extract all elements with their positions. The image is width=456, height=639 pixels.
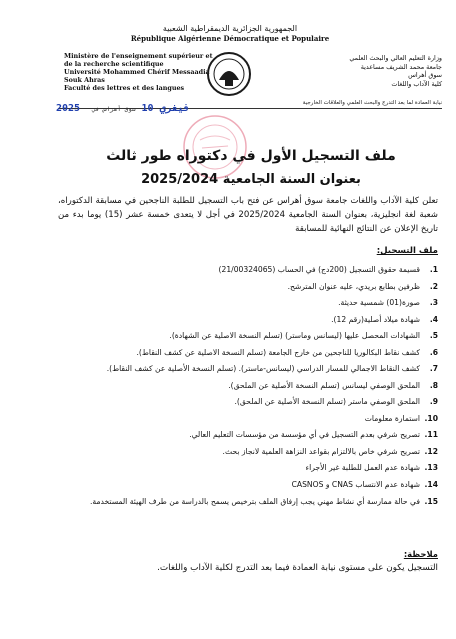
list-item bbox=[58, 460, 438, 477]
item-text: قسيمة حقوق التسجيل (200دج) في الحساب (21/00324065) bbox=[218, 265, 420, 274]
item-number: 15. bbox=[424, 497, 438, 506]
date-stamp bbox=[56, 103, 190, 114]
list-item bbox=[58, 328, 438, 345]
list-item bbox=[58, 361, 438, 378]
item-number: 12. bbox=[424, 446, 438, 456]
list-item bbox=[58, 378, 438, 395]
list-item bbox=[58, 427, 438, 444]
header-ar-line: كلية الآداب واللغات bbox=[391, 79, 442, 88]
item-number: 11. bbox=[424, 430, 438, 439]
list-item bbox=[58, 279, 438, 296]
header-fr-line: Faculté des lettres et des langues bbox=[64, 84, 185, 92]
item-number: 1. bbox=[429, 265, 438, 274]
list-item bbox=[58, 394, 438, 411]
item-number: 8. bbox=[429, 380, 438, 390]
list-item bbox=[58, 262, 438, 279]
requirements-list bbox=[58, 262, 438, 508]
item-text: الملحق الوصفي ليسانس (تسلم النسخة الأصلية عن الملحق). bbox=[228, 380, 420, 390]
note-title: ملاحظة: bbox=[403, 549, 438, 559]
intro-paragraph: تعلن كلية الآداب واللغات جامعة سوق أهراس عن فتح باب التسجيل للطلبة الناجحين في مسابقة الدكتوراه، شعبة لغة انجليزية، بعنوان السنة الجامعية 2025/2024 في أجل لا يتعدى خمسة عشر (15) يوما بدء من تاريخ الإعلان عن النتائج النهائية للمسابقة bbox=[58, 196, 438, 234]
item-number: 10. bbox=[424, 413, 438, 423]
header-ar-line: وزارة التعليم العالي والبحث العلمي bbox=[349, 54, 442, 62]
list-item bbox=[58, 345, 438, 362]
note-text: التسجيل يكون على مستوى نيابة العمادة فيما بعد التدرج لكلية الآداب واللغات. bbox=[157, 563, 438, 573]
list-item bbox=[58, 411, 438, 428]
university-logo bbox=[205, 50, 253, 98]
header-arabic-block bbox=[272, 54, 442, 88]
header-fr-line: Souk Ahras bbox=[64, 76, 105, 84]
academic-year-title: بعنوان السنة الجامعية 2025/2024 bbox=[141, 172, 361, 187]
item-number: 13. bbox=[424, 463, 438, 472]
deanery-line: نيابة العمادة لما بعد التدرج والبحث العلمي والعلاقات الخارجية bbox=[302, 100, 442, 106]
page-title: ملف التسجيل الأول في دكتوراه طور ثالث bbox=[106, 148, 396, 164]
item-text: استمارة معلومات bbox=[364, 413, 420, 423]
section-title: ملف التسجيل: bbox=[376, 246, 438, 256]
item-number: 3. bbox=[429, 298, 438, 307]
item-text: كشف نقاط البكالوريا للناجحين من خارج الجامعة (تسلم النسخة الاصلية عن كشف النقاط). bbox=[136, 347, 420, 357]
item-text: تصريح شرفي بعدم التسجيل في أي مؤسسة من مؤسسات التعليم العالي. bbox=[189, 430, 420, 439]
item-text: كشف النقاط الاجمالي للمسار الدراسي (ليسانس-ماستر). (تسلم النسخة الأصلية عن كشف النقاط). bbox=[106, 364, 420, 373]
item-number: 9. bbox=[429, 397, 438, 406]
list-item bbox=[58, 477, 438, 494]
list-item bbox=[58, 312, 438, 329]
item-text: صورة(01) شمسية حديثة. bbox=[338, 298, 420, 307]
header-republic-fr: République Algérienne Démocratique et Populaire bbox=[130, 34, 330, 43]
header-ar-line: جامعة محمد الشريف مساعدية bbox=[360, 62, 442, 71]
item-text: شهادة عدم الانتساب CNAS و CASNOS bbox=[291, 479, 420, 489]
list-item bbox=[58, 495, 438, 508]
item-text: تصريح شرفي خاص بالالتزام بقواعد النزاهة العلمية لانجاز بحث. bbox=[222, 446, 420, 456]
header-republic-ar: الجمهورية الجزائرية الديمقراطية الشعبية bbox=[162, 24, 298, 33]
header-ar-line: سوق أهراس bbox=[408, 71, 442, 80]
item-number: 14. bbox=[424, 479, 438, 489]
header-fr-line: Ministère de l'enseignement supérieur et bbox=[64, 52, 213, 60]
item-number: 2. bbox=[429, 281, 438, 291]
date-stamp-city: سوق أهراس في bbox=[92, 106, 136, 113]
item-text: الشهادات المحصل عليها (ليسانس وماستر) (تسلم النسخة الاصلية عن الشهادة). bbox=[169, 331, 420, 340]
header-fr-line: de la recherche scientifique bbox=[64, 60, 164, 68]
header-fr-line: Université Mohammed Chérif Messaadia bbox=[64, 68, 210, 76]
list-item bbox=[58, 295, 438, 312]
header-republic bbox=[120, 24, 340, 44]
item-number: 5. bbox=[429, 331, 438, 340]
item-number: 6. bbox=[429, 347, 438, 357]
item-text: الملحق الوصفي ماستر (تسلم النسخة الأصلية عن الملحق). bbox=[234, 397, 420, 406]
item-text: شهادة عدم العمل للطلبة غير الأجراء bbox=[305, 463, 420, 472]
item-number: 7. bbox=[429, 364, 438, 373]
item-text: ظرفين بطابع بريدي، عليه عنوان المترشح. bbox=[287, 281, 420, 291]
item-text: في حالة ممارسة أي نشاط مهني يجب إرفاق الملف بترخيص يسمح بالدراسة من طرف الهيئة المستخدمة. bbox=[89, 497, 420, 506]
date-stamp-value: 2025 فيفري 10 bbox=[56, 103, 190, 114]
list-item bbox=[58, 444, 438, 461]
item-number: 4. bbox=[429, 314, 438, 324]
item-text: شهادة ميلاد أصلية(رقم 12). bbox=[331, 314, 420, 324]
